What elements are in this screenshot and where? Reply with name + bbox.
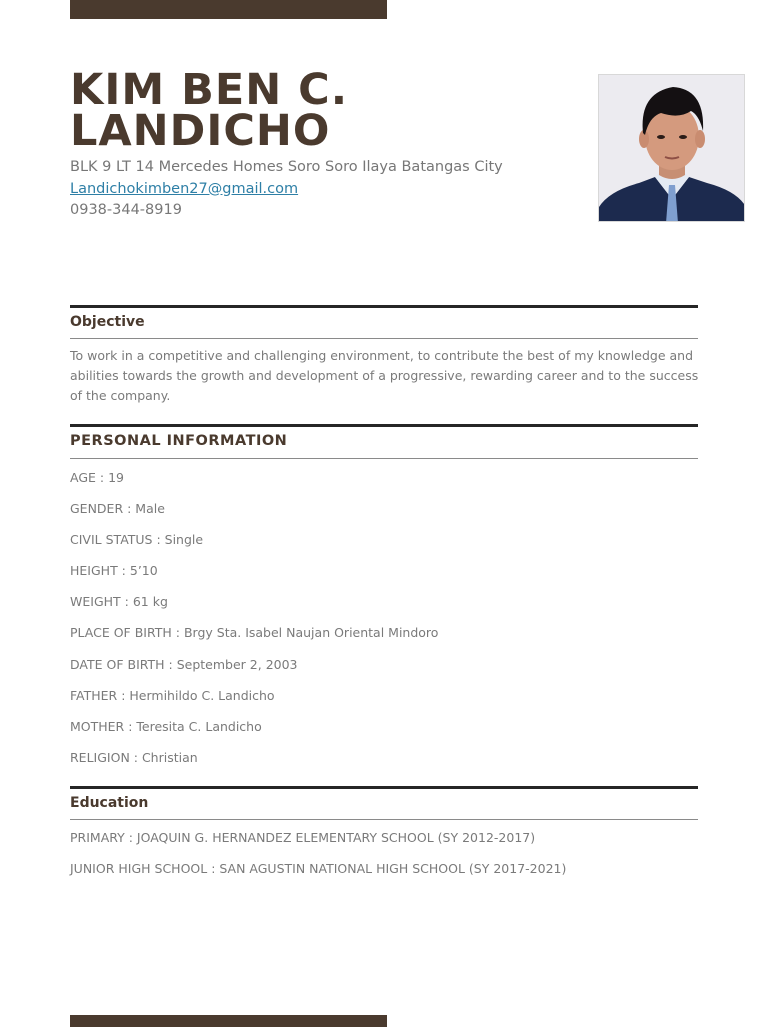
- education-top-rule: [70, 786, 698, 789]
- bottom-accent-bar: [70, 1015, 387, 1027]
- personal-info-heading: PERSONAL INFORMATION: [70, 433, 288, 449]
- info-age: AGE : 19: [70, 470, 124, 485]
- objective-heading: Objective: [70, 314, 145, 330]
- top-accent-bar: [70, 0, 387, 19]
- education-heading: Education: [70, 795, 149, 811]
- info-place-of-birth: PLACE OF BIRTH : Brgy Sta. Isabel Naujan Oriental Mindoro: [70, 625, 439, 640]
- contact-block: [70, 157, 510, 222]
- portrait-image: [599, 75, 745, 222]
- phone-number: 0938-344-8919: [70, 202, 182, 218]
- applicant-name: KIM BEN C. LANDICHO: [70, 65, 349, 156]
- info-religion: RELIGION : Christian: [70, 750, 198, 765]
- education-junior-high: JUNIOR HIGH SCHOOL : SAN AGUSTIN NATIONAL HIGH SCHOOL (SY 2017-2021): [70, 861, 567, 876]
- info-weight: WEIGHT : 61 kg: [70, 594, 168, 609]
- info-date-of-birth: DATE OF BIRTH : September 2, 2003: [70, 657, 298, 672]
- personal-top-rule: [70, 424, 698, 427]
- info-gender: GENDER : Male: [70, 501, 165, 516]
- info-civil-status: CIVIL STATUS : Single: [70, 532, 204, 547]
- objective-top-rule: [70, 305, 698, 308]
- personal-underline: [70, 458, 698, 459]
- objective-underline: [70, 338, 698, 339]
- email-link[interactable]: Landichokimben27@gmail.com: [70, 180, 299, 197]
- education-primary: PRIMARY : JOAQUIN G. HERNANDEZ ELEMENTARY SCHOOL (SY 2012-2017): [70, 830, 536, 845]
- info-height: HEIGHT : 5’10: [70, 563, 158, 578]
- objective-text: To work in a competitive and challenging environment, to contribute the best of my knowledge and abilities towards the growth and development of a progressive, rewarding career and to the success of the company.: [70, 348, 699, 403]
- profile-photo: [598, 74, 745, 222]
- education-underline: [70, 819, 698, 820]
- address: BLK 9 LT 14 Mercedes Homes Soro Soro Ilaya Batangas City: [70, 159, 503, 175]
- info-father: FATHER : Hermihildo C. Landicho: [70, 688, 275, 703]
- info-mother: MOTHER : Teresita C. Landicho: [70, 719, 262, 734]
